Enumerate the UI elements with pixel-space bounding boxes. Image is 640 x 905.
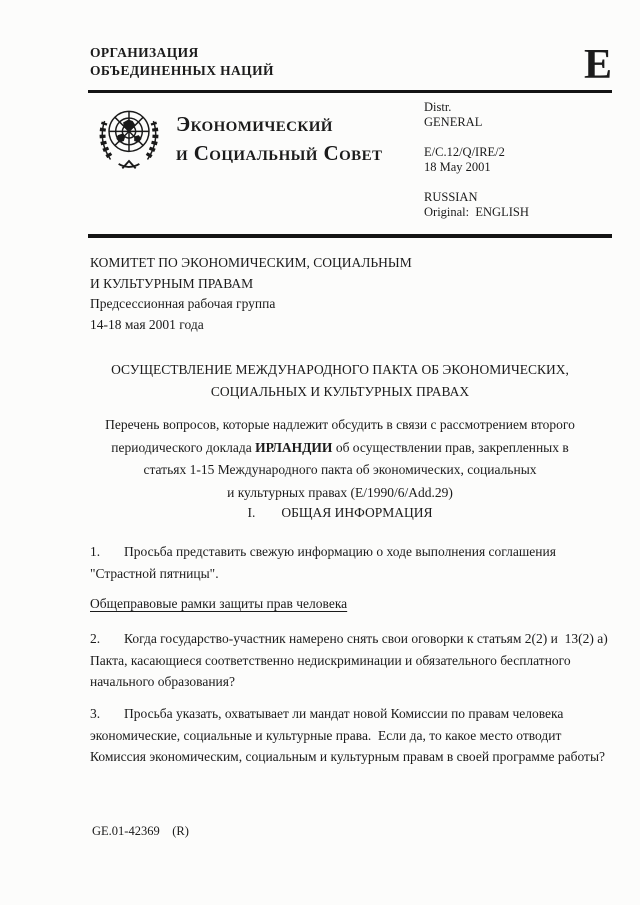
header-rule bbox=[88, 90, 612, 93]
paragraph-3 bbox=[90, 703, 608, 768]
distribution-block bbox=[424, 100, 529, 219]
subtitle-line2: периодического доклада ИРЛАНДИИ об осуществлении прав, закрепленных в bbox=[111, 439, 569, 455]
council-title bbox=[176, 110, 382, 168]
un-emblem-icon bbox=[92, 101, 166, 181]
committee-block bbox=[90, 253, 412, 335]
country-name: ИРЛАНДИИ bbox=[255, 439, 333, 455]
paragraph-2 bbox=[90, 628, 612, 693]
un-org-name-line1: ОРГАНИЗАЦИЯ bbox=[90, 45, 199, 60]
doc-symbol: E/C.12/Q/IRE/2 bbox=[424, 145, 505, 159]
subtitle-line1: Перечень вопросов, которые надлежит обсудить в связи с рассмотрением второго bbox=[105, 417, 575, 432]
working-group: Предсессионная рабочая группа bbox=[90, 296, 276, 311]
paragraph-1-number: 1. bbox=[90, 544, 101, 559]
distr-label: Distr. bbox=[424, 100, 452, 114]
un-org-name bbox=[90, 44, 274, 80]
doc-date: 18 May 2001 bbox=[424, 159, 491, 174]
paragraph-3-text: Просьба указать, охватывает ли мандат новой Комиссии по правам человека экономические, социальные и культурные права. Если да, то какое место отводит Комиссия экономическим, социальным и культурным правам в своей программе работы? bbox=[90, 706, 606, 765]
committee-name-line1: КОМИТЕТ ПО ЭКОНОМИЧЕСКИМ, СОЦИАЛЬНЫМ bbox=[90, 255, 412, 270]
document-title-line1: ОСУЩЕСТВЛЕНИЕ МЕЖДУНАРОДНОГО ПАКТА ОБ ЭКОНОМИЧЕСКИХ, bbox=[111, 362, 569, 377]
subsection-heading: Общеправовые рамки защиты прав человека bbox=[90, 596, 348, 611]
un-org-name-line2: ОБЪЕДИНЕННЫХ НАЦИЙ bbox=[90, 63, 274, 78]
section-rule bbox=[88, 234, 612, 238]
document-title bbox=[78, 359, 602, 403]
original-language: Original: ENGLISH bbox=[424, 204, 529, 219]
council-title-line1: Экономический bbox=[176, 112, 333, 136]
document-subtitle bbox=[78, 414, 602, 504]
session-dates: 14-18 мая 2001 года bbox=[90, 316, 204, 332]
document-reference: GE.01-42369 (R) bbox=[92, 824, 189, 838]
paragraph-1-text: Просьба представить свежую информацию о ходе выполнения соглашения "Страстной пятницы". bbox=[90, 544, 560, 581]
council-title-line2: и Социальный Совет bbox=[176, 141, 383, 165]
distr-value: GENERAL bbox=[424, 114, 483, 129]
section-heading bbox=[78, 505, 602, 521]
section-heading-text: ОБЩАЯ ИНФОРМАЦИЯ bbox=[281, 505, 433, 520]
section-numeral: I. bbox=[247, 505, 256, 520]
subtitle-line4: и культурных правах (E/1990/6/Add.29) bbox=[227, 484, 453, 500]
paragraph-1 bbox=[90, 541, 608, 584]
paragraph-3-number: 3. bbox=[90, 706, 101, 721]
document-series-letter: E bbox=[583, 42, 612, 88]
committee-name-line2: И КУЛЬТУРНЫМ ПРАВАМ bbox=[90, 275, 254, 291]
paragraph-2-number: 2. bbox=[90, 631, 101, 646]
subtitle-line3: статьях 1-15 Международного пакта об экономических, социальных bbox=[143, 462, 537, 477]
document-title-line2: СОЦИАЛЬНЫХ И КУЛЬТУРНЫХ ПРАВАХ bbox=[210, 384, 470, 399]
paragraph-2-text: Когда государство-участник намерено снять свои оговорки к статьям 2(2) и 13(2) а) Пакта, касающиеся соответственно недискриминации и обязательного бесплатного начального образования? bbox=[90, 631, 612, 690]
doc-language: RUSSIAN bbox=[424, 190, 478, 204]
